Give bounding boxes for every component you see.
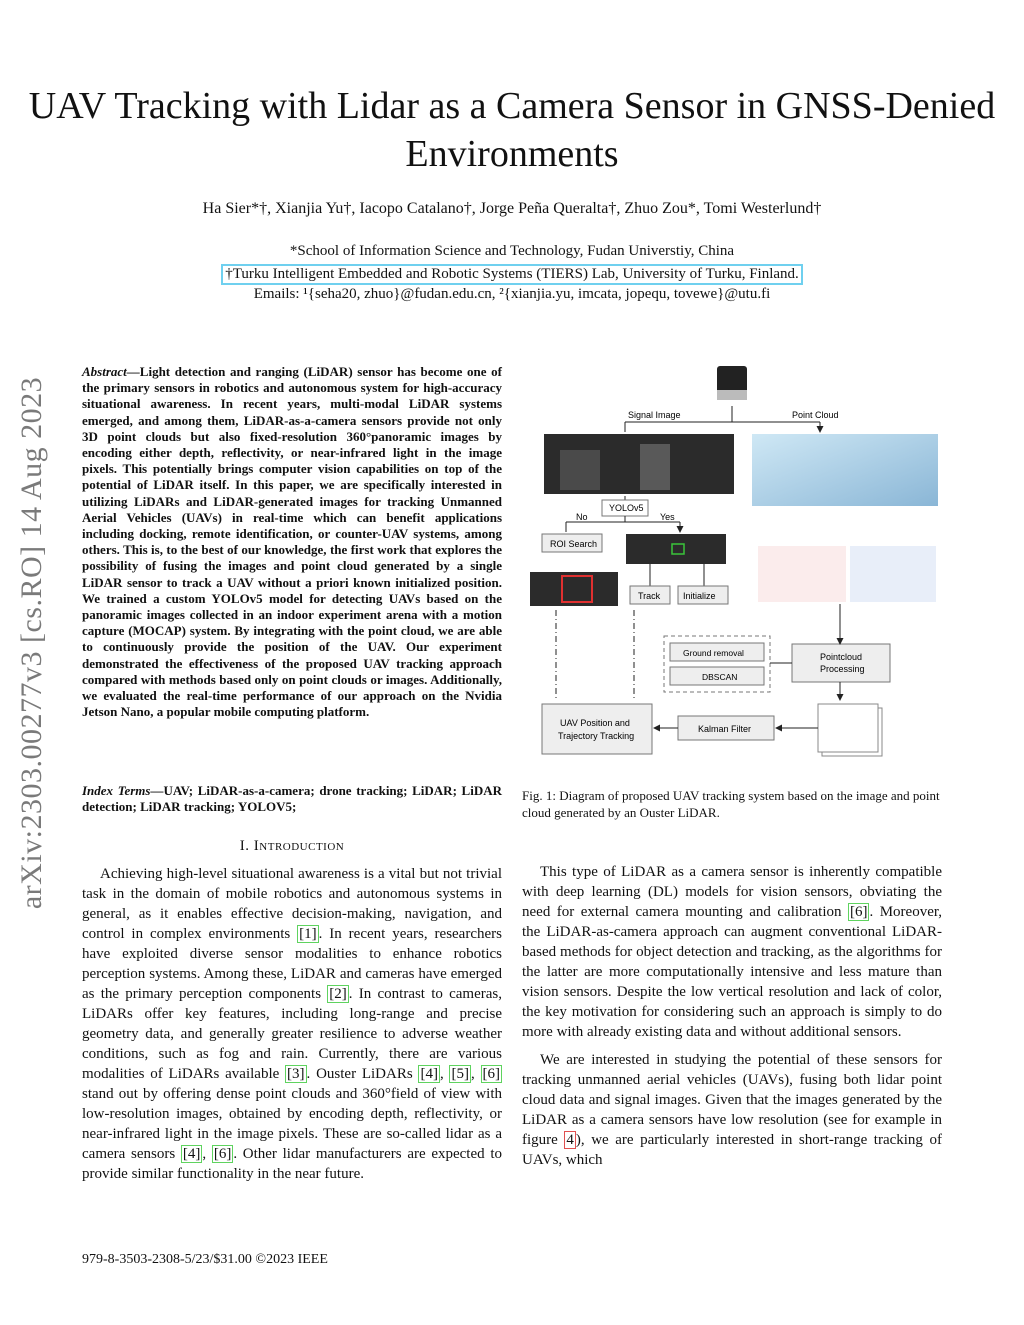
track-label: Track: [638, 591, 661, 601]
intro-right-column: [522, 862, 942, 1178]
detection-image: [626, 534, 726, 564]
uav-position-label: UAV Position and: [560, 718, 630, 728]
signal-image-label: Signal Image: [628, 410, 681, 420]
affiliation-emails: Emails: ¹{seha20, zhuo}@fudan.edu.cn, ²{xianjia.yu, imcata, jopequ, tovewe}@utu.fi: [253, 286, 771, 302]
system-diagram: [530, 360, 950, 780]
author-list: Ha Sier*†, Xianjia Yu†, Iacopo Catalano†, Jorge Peña Queralta†, Zhuo Zou*, Tomi Westerlund†: [202, 200, 822, 217]
citation-link[interactable]: [4]: [420, 1066, 438, 1082]
figure-reference-link[interactable]: 4: [566, 1132, 574, 1148]
blue-point-cloud: [850, 546, 936, 602]
section-heading: [82, 838, 502, 855]
pointcloud-processing-label-2: Processing: [820, 664, 865, 674]
abstract: [82, 364, 502, 720]
red-point-cloud: [758, 546, 846, 602]
text-run: ), we are particularly interested in short-range tracking of UAVs, which: [522, 1132, 942, 1168]
point-cloud-panel: [752, 434, 938, 506]
citation-link[interactable]: [4]: [182, 1146, 201, 1162]
paper-title: UAV Tracking with Lidar as a Camera Sensor in GNSS-Denied Environments: [28, 85, 996, 175]
dbscan-label: DBSCAN: [702, 672, 738, 682]
abstract-text: Light detection and ranging (LiDAR) sensor has become one of the primary sensors in robotics and autonomous system for high-accuracy situational awareness. In recent years, multi-modal LiDAR systems emerged, and among them, LiDAR-as-a-camera sensors provide not only 3D point clouds but also fixed-resolution 360°panoramic images by encoding either depth, reflectivity, or near-infrared light in the image pixels. This potentially brings computer vision capabilities on top of the potential of LiDAR itself. In this paper, we are specifically interested in utilizing LiDARs and LiDAR-generated images for tracking Unmanned Aerial Vehicles (UAVs) in real-time which can benefit applications including docking, remote identification, or counter-UAV systems, among others. This is, to the best of our knowledge, the first work that explores the possibility of fusing the images and point cloud generated by a single LiDAR sensor to track a UAV without a priori known initialized position. We trained a custom YOLOv5 model for detecting UAVs based on the panoramic images collected in an indoor experiment arena with a motion capture (MOCAP) system. By integrating with the point cloud, we are able to continuously provide the position of the UAV. Our experiment demonstrated the effectiveness of the proposed UAV tracking approach compared with methods based only on point clouds or images. Additionally, we evaluated the real-time performance of our approach on the Nvidia Jetson Nano, a popular mobile computing platform.: [82, 364, 502, 720]
citation-link[interactable]: [2]: [329, 986, 347, 1002]
uav-position-box: [542, 704, 652, 754]
ground-removal-label: Ground removal: [683, 648, 744, 658]
text-run: Achieving high-level situational awareness is a vital but not trivial task in the domain of mobile robotics and autonomous systems in general, as it enables effective decision-making, navigation, and control in complex environments: [82, 866, 502, 942]
intro-paragraph-1: [82, 864, 502, 1184]
text-run: ,: [470, 1066, 481, 1082]
point-cloud-label: Point Cloud: [792, 410, 839, 420]
citation-link[interactable]: [5]: [451, 1066, 469, 1082]
affiliation-fudan: *School of Information Science and Technology, Fudan Universtiy, China: [289, 243, 735, 259]
text-run: ,: [439, 1066, 450, 1082]
text-run: This type of LiDAR as a camera sensor is inherently compatible with deep learning (DL) models for vision sensors, obviating the need for external camera mounting and calibration: [522, 864, 942, 920]
section-number: I.: [239, 838, 250, 854]
pointcloud-processing-box: [792, 644, 890, 682]
citation-link[interactable]: [6]: [482, 1066, 501, 1082]
yes-branch-label: Yes: [660, 512, 675, 522]
citation-link[interactable]: [1]: [299, 926, 317, 942]
roi-image: [530, 572, 618, 606]
copyright-footer: 979-8-3503-2308-5/23/$31.00 ©2023 IEEE: [82, 1252, 328, 1267]
uav-position-label-2: Trajectory Tracking: [558, 731, 635, 741]
text-run: stand out by offering dense point clouds and 360°field of view with low-resolution images, obtained by encoding depth, reflectivity, or near-infrared light in the image pixels. These are so-called lidar as a camera sensors: [82, 1086, 502, 1162]
abstract-label: Abstract—: [82, 364, 140, 379]
text-run: . In contrast to cameras, LiDARs offer key features, including long-range and precise geometry data, and generally greater resilience to adverse weather conditions, such as fog and rain. Currently, there are various modalities of LiDARs available: [82, 986, 502, 1082]
section-title: Introduction: [253, 838, 345, 854]
index-terms-label: Index Terms—: [82, 783, 164, 798]
text-run: . Ouster LiDARs: [306, 1066, 419, 1082]
figure-caption: Fig. 1: Diagram of proposed UAV tracking system based on the image and point cloud generated by an Ouster LiDAR.: [522, 788, 940, 820]
affiliation-turku-link[interactable]: †Turku Intelligent Embedded and Robotic Systems (TIERS) Lab, University of Turku, Finland.: [221, 264, 803, 285]
text-run: . Moreover, the LiDAR-as-camera approach can augment conventional LiDAR-based methods for object detection and tracking, as the algorithms for the latter are more computationally intensive and less mature than vision sensors. Despite the low vertical resolution and lack of color, the key motivation for considering such an approach is simply to do more with already existing data and without additional sensors.: [522, 904, 942, 1040]
text-run: . In recent years, researchers have exploited diverse sensor modalities to enhance robotics perception systems. Among these, LiDAR and cameras have emerged as the primary perception components: [82, 926, 502, 1002]
intro-paragraph-3: [522, 1050, 942, 1170]
index-terms-text: UAV; LiDAR-as-a-camera; drone tracking; LiDAR; LiDAR detection; LiDAR tracking; YOLOV5;: [82, 783, 502, 815]
yolo-label: YOLOv5: [609, 503, 644, 513]
pointcloud-processing-label: Pointcloud: [820, 652, 863, 662]
text-run: ,: [202, 1146, 212, 1162]
no-branch-label: No: [576, 512, 588, 522]
citation-link[interactable]: [6]: [849, 904, 868, 920]
intro-paragraph-2: [522, 862, 942, 1042]
text-run: We are interested in studying the potential of these sensors for tracking unmanned aerial vehicles (UAVs), fusing both lidar point cloud data and signal images. Given that the images generated by the LiDAR as a camera sensors have low resolution (see for example in figure: [522, 1052, 942, 1148]
initialize-label: Initialize: [683, 591, 716, 601]
arxiv-identifier: arXiv:2303.00277v3 [cs.RO] 14 Aug 2023: [15, 376, 48, 910]
roi-search-label: ROI Search: [550, 539, 598, 549]
citation-link[interactable]: [3]: [287, 1066, 305, 1082]
citation-link[interactable]: [6]: [213, 1146, 232, 1162]
index-terms: [82, 783, 502, 815]
kalman-filter-label: Kalman Filter: [698, 724, 752, 734]
lidar-sensor-icon: [717, 366, 747, 400]
text-run: . Other lidar manufacturers are expected to provide similar functionality in the near future.: [82, 1146, 502, 1182]
